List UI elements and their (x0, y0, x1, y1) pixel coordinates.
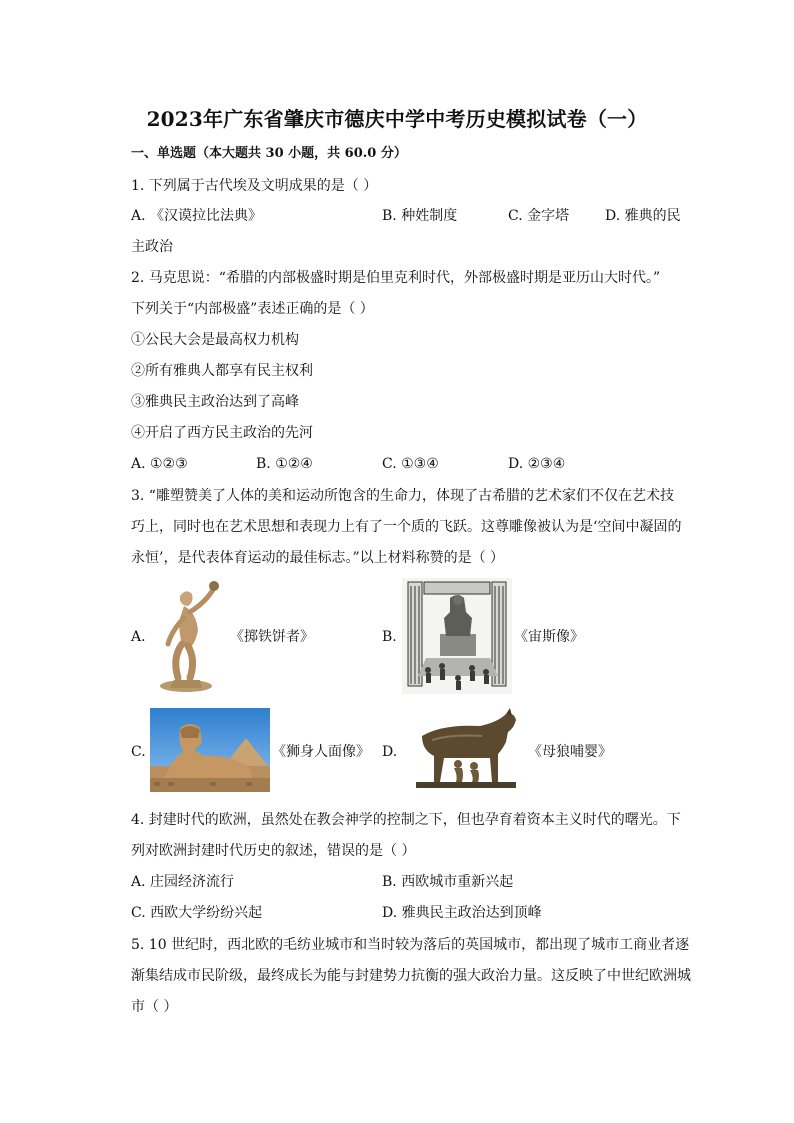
q1-option-b: B. 种姓制度 (382, 208, 458, 224)
q3-option-a-caption: 《掷铁饼者》 (230, 629, 314, 645)
q1-option-c: C. 金字塔 (508, 208, 570, 224)
q3-stem-line3: 永恒’，是代表体育运动的最佳标志。”以上材料称赞的是（ ） (131, 550, 505, 566)
exam-title: 2023年广东省肇庆市德庆中学中考历史模拟试卷（一） (146, 107, 648, 131)
q5-stem-line1: 5. 10 世纪时，西北欧的毛纺业城市和当时较为落后的英国城市，都出现了城市工商业者逐 (131, 937, 690, 953)
q4-option-a: A. 庄园经济流行 (131, 874, 235, 890)
q4-stem-line2: 列对欧洲封建时代历史的叙述，错误的是（ ） (131, 843, 416, 859)
section-heading: 一、单选题（本大题共 30 小题，共 60.0 分） (131, 146, 407, 161)
q2-statement-1: ①公民大会是最高权力机构 (131, 332, 299, 348)
q3-stem-line1: 3. “雕塑赞美了人体的美和运动所饱含的生命力，体现了古希腊的艺术家们不仅在艺术技 (131, 488, 674, 504)
q4-option-b: B. 西欧城市重新兴起 (382, 874, 514, 890)
q1-option-d: D. 雅典的民 (605, 208, 681, 224)
q2-statement-4: ④开启了西方民主政治的先河 (131, 425, 313, 441)
q1-stem: 1. 下列属于古代埃及文明成果的是（ ） (131, 178, 378, 194)
q2-option-d: D. ②③④ (508, 456, 566, 472)
q4-option-c: C. 西欧大学纷纷兴起 (131, 905, 263, 921)
q2-option-c: C. ①③④ (382, 456, 439, 472)
sphinx-image (150, 708, 270, 792)
zeus-statue-image (402, 578, 512, 694)
q2-option-a: A. ①②③ (131, 456, 188, 472)
q4-option-d: D. 雅典民主政治达到顶峰 (382, 905, 542, 921)
q2-statement-3: ③雅典民主政治达到了高峰 (131, 394, 299, 410)
q2-option-b: B. ①②④ (256, 456, 313, 472)
q2-statement-2: ②所有雅典人都享有民主权利 (131, 363, 313, 379)
q3-option-c-caption: 《狮身人面像》 (272, 744, 370, 760)
q2-stem-line2: 下列关于“内部极盛”表述正确的是（ ） (131, 301, 374, 317)
discobolus-image (150, 578, 226, 694)
q4-stem-line1: 4. 封建时代的欧洲，虽然处在教会神学的控制之下，但也孕育着资本主义时代的曙光。下 (131, 812, 681, 828)
capitoline-wolf-image (402, 706, 526, 792)
q3-option-c-letter: C. (131, 744, 146, 760)
q5-stem-line2: 渐集结成市民阶级，最终成长为能与封建势力抗衡的强大政治力量。这反映了中世纪欧洲城 (131, 968, 691, 984)
q1-option-a: A. 《汉谟拉比法典》 (131, 208, 263, 224)
q3-option-d-caption: 《母狼哺婴》 (528, 744, 612, 760)
q3-option-b-caption: 《宙斯像》 (514, 629, 584, 645)
q5-stem-line3: 市（ ） (131, 999, 178, 1015)
q2-stem-line1: 2. 马克思说：“希腊的内部极盛时期是伯里克利时代，外部极盛时期是亚历山大时代。” (131, 270, 661, 286)
q3-option-b-letter: B. (382, 629, 397, 645)
q1-option-d-continued: 主政治 (131, 239, 173, 255)
q3-option-d-letter: D. (382, 744, 398, 760)
q3-option-a-letter: A. (131, 629, 146, 645)
q3-stem-line2: 巧上，同时也在艺术思想和表现力上有了一个质的飞跃。这尊雕像被认为是‘空间中凝固的 (131, 519, 682, 535)
